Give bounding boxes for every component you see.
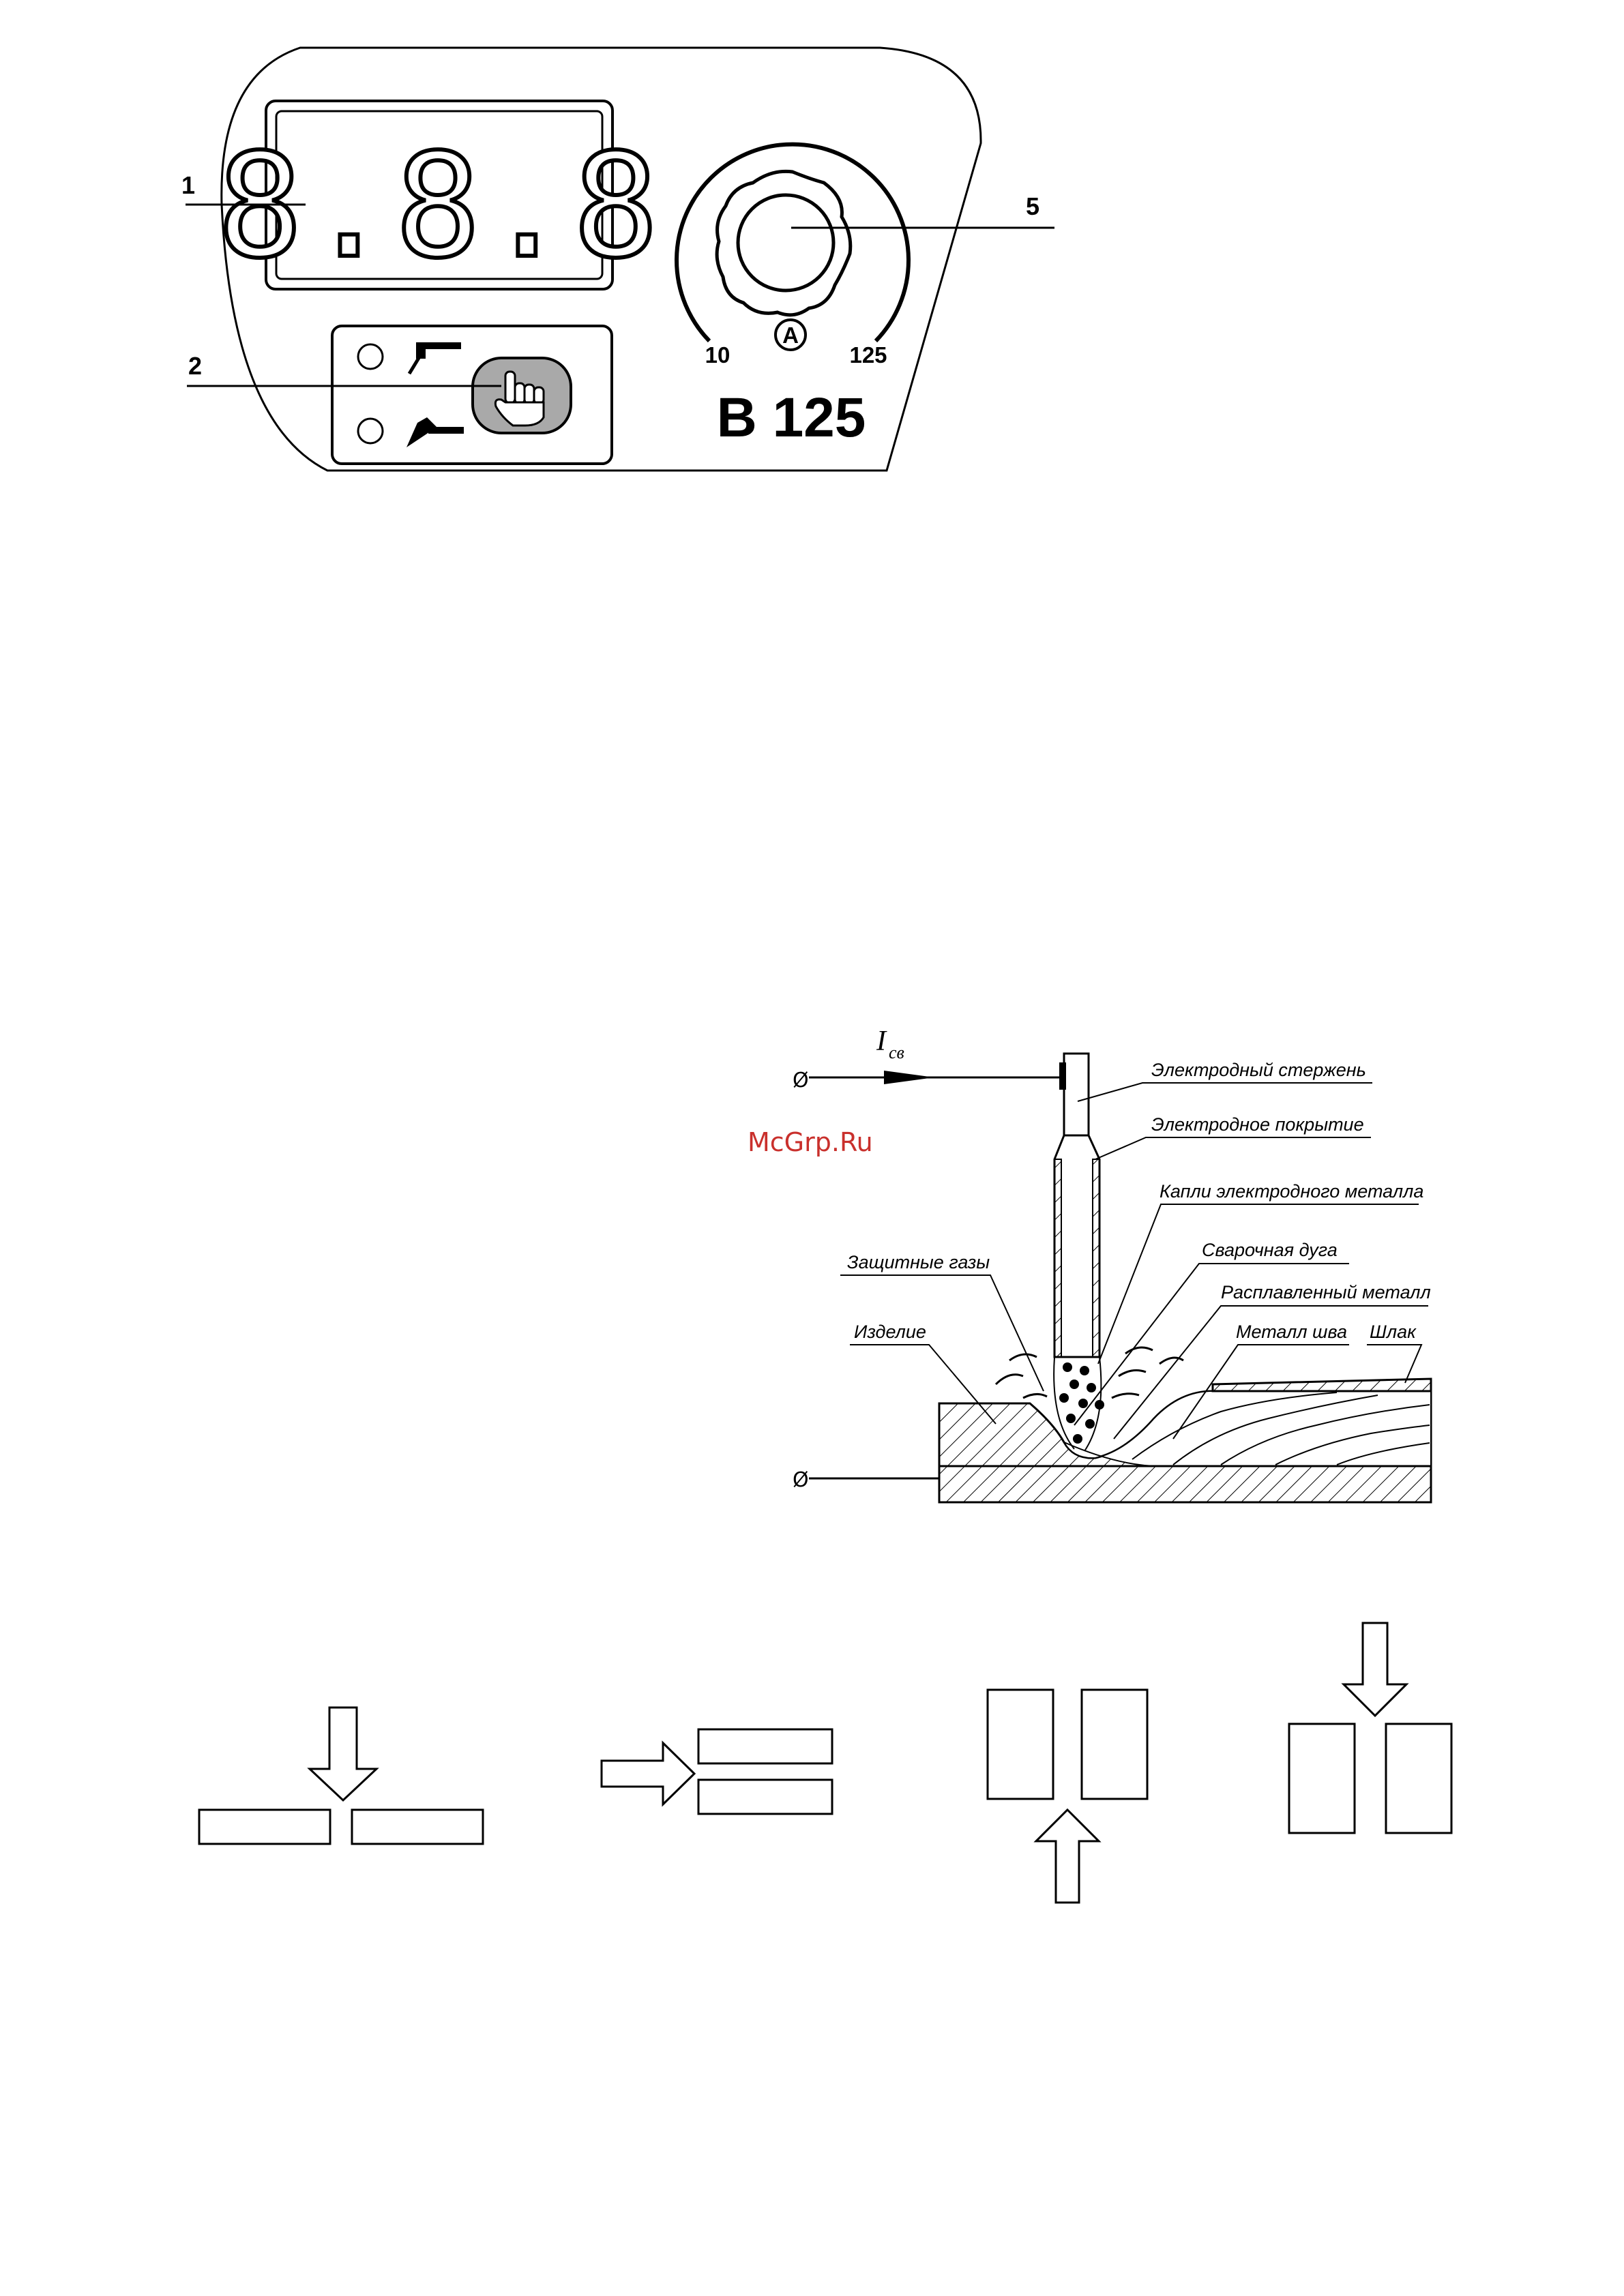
joint-diagram-vertical-down <box>1289 1623 1451 1833</box>
label-drops: Капли электродного металла <box>1160 1181 1424 1202</box>
label-coating: Электродное покрытие <box>1151 1114 1364 1135</box>
callout-1: 1 <box>181 171 196 199</box>
current-symbol: I <box>876 1026 886 1057</box>
callout-5: 5 <box>1025 192 1040 220</box>
label-seam: Металл шва <box>1236 1322 1347 1342</box>
arrow-down-icon <box>310 1708 377 1800</box>
slag-layer <box>1213 1379 1431 1391</box>
label-arc: Сварочная дуга <box>1202 1240 1338 1260</box>
display-readout: 8.8.8 <box>216 123 662 290</box>
front-panel <box>181 48 1054 471</box>
watermark: McGrp.Ru <box>748 1127 873 1157</box>
label-rod: Электродный стержень <box>1151 1060 1366 1080</box>
scale-max: 125 <box>849 342 887 368</box>
mode-led-top <box>358 344 383 369</box>
weld-diagram <box>793 1026 1431 1502</box>
digital-display <box>217 101 662 290</box>
label-slag: Шлак <box>1370 1322 1416 1342</box>
joint-diagram-butt <box>199 1708 483 1844</box>
ground-symbol-bottom: Ø <box>793 1468 809 1492</box>
model-label: B 125 <box>716 387 866 449</box>
weld-seam <box>1064 1391 1431 1466</box>
mode-led-bottom <box>358 419 383 443</box>
current-subscript: св <box>889 1043 904 1062</box>
joint-diagram-lap <box>602 1729 832 1814</box>
callout-2: 2 <box>188 352 203 380</box>
mode-button[interactable] <box>473 358 571 433</box>
ground-symbol-top: Ø <box>793 1069 809 1092</box>
label-molten: Расплавленный металл <box>1221 1282 1431 1302</box>
weld-labels <box>847 1060 1431 1342</box>
label-gases: Защитные газы <box>847 1252 990 1272</box>
metal-drops <box>1059 1362 1104 1444</box>
label-workpiece: Изделие <box>854 1322 926 1342</box>
arrow-up-icon <box>1036 1810 1099 1903</box>
knob-unit: A <box>782 323 799 348</box>
ampere-symbol <box>776 320 806 350</box>
arrow-right-icon <box>602 1743 694 1804</box>
electrode <box>1054 1054 1099 1357</box>
joint-diagram-vertical-up <box>988 1690 1147 1903</box>
arrow-down-icon <box>1344 1623 1406 1716</box>
scale-min: 10 <box>705 342 730 368</box>
